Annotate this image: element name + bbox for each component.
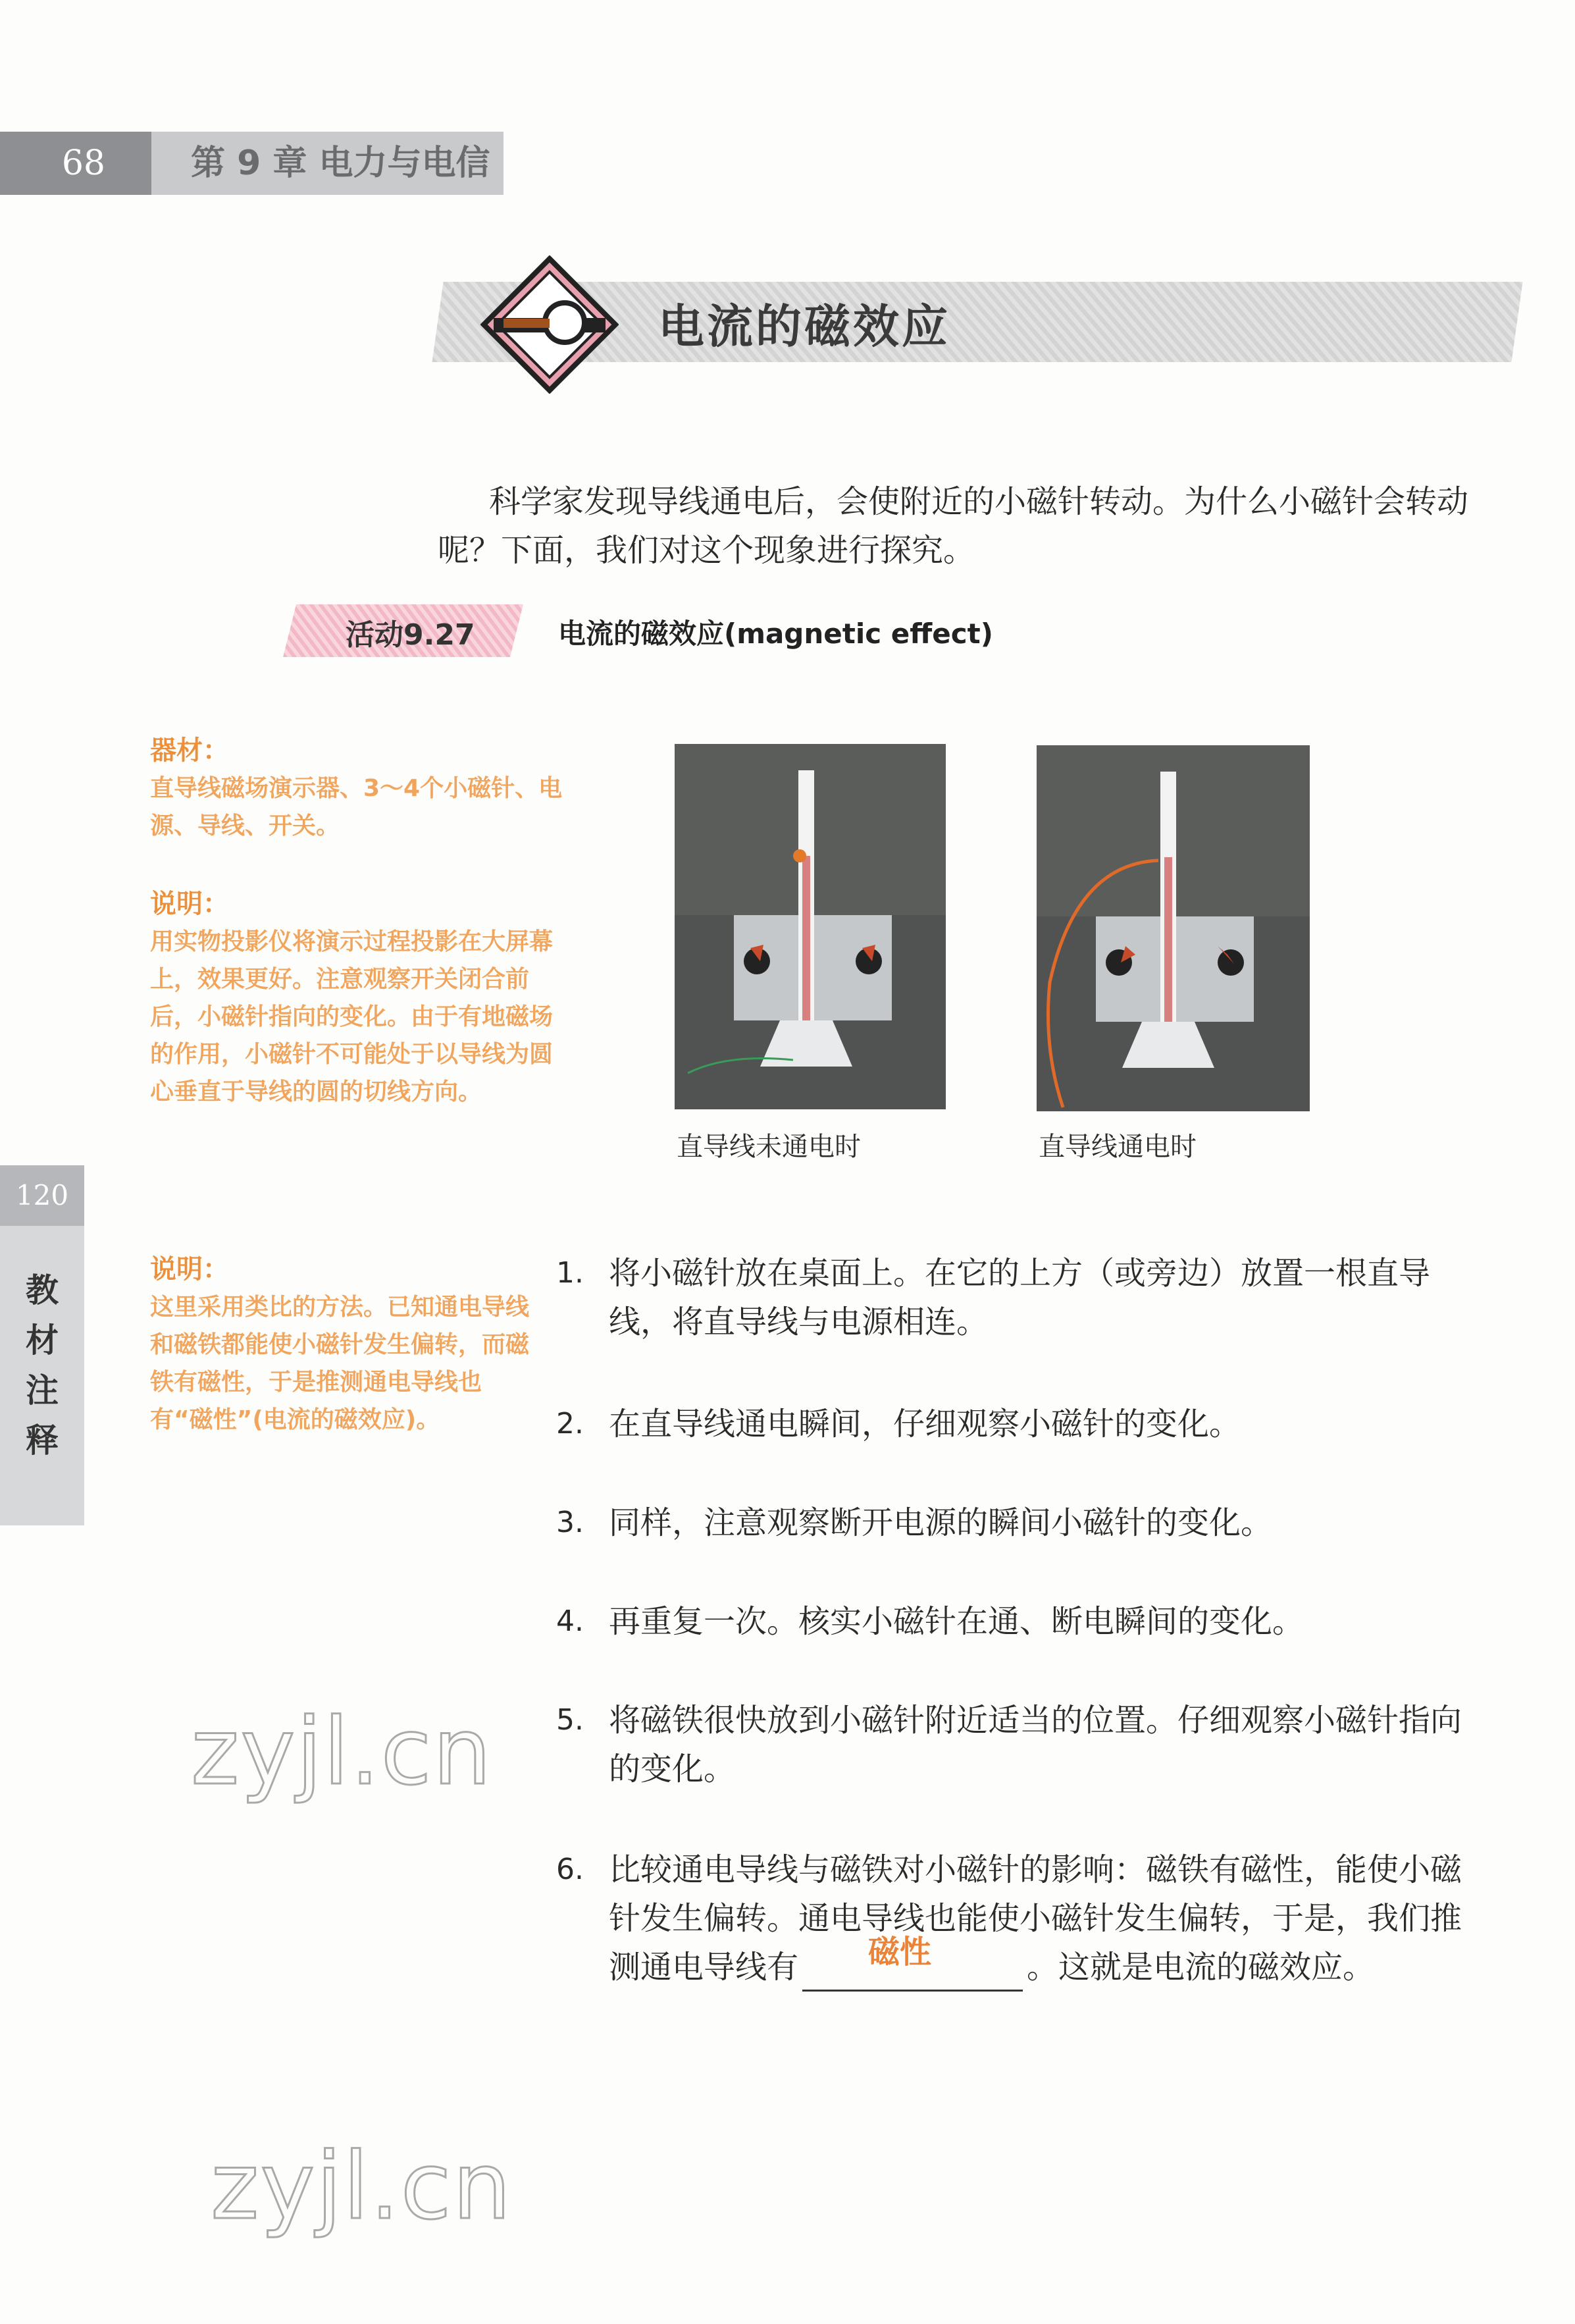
step-number: 3.: [556, 1506, 584, 1539]
step-item: [556, 1249, 1484, 1346]
magnifier-icon: [480, 255, 619, 394]
step-item: [556, 1597, 1484, 1646]
step-text: 将小磁针放在桌面上。在它的上方（或旁边）放置一根直导线，将直导线与电源相连。: [609, 1255, 1431, 1340]
materials-note: [150, 732, 565, 845]
step-number: 6.: [556, 1853, 584, 1886]
watermark: zyjl.cn: [211, 2133, 513, 2240]
explain-note-1: [150, 885, 558, 1111]
step-text: 同样，注意观察断开电源的瞬间小磁针的变化。: [609, 1504, 1273, 1541]
step-text-after: 。这就是电流的磁效应。: [1027, 1949, 1375, 1986]
step-item: [556, 1696, 1484, 1793]
photo-wire-off: [675, 744, 946, 1109]
step-text: 再重复一次。核实小磁针在通、断电瞬间的变化。: [609, 1603, 1304, 1640]
explain-note-2: [150, 1251, 538, 1439]
materials-note-title: 器材：: [150, 735, 229, 766]
answer-blank: [802, 1934, 1023, 1992]
intro-paragraph: 科学家发现导线通电后，会使附近的小磁针转动。为什么小磁针会转动呢？下面，我们对这个现象进行探究。: [438, 483, 1469, 569]
step-item: [556, 1845, 1484, 1992]
section-title: 电流的磁效应: [658, 300, 950, 354]
step-text: [609, 1845, 1484, 1992]
side-tab-label: [0, 1226, 84, 1525]
step-text: 在直导线通电瞬间，仔细观察小磁针的变化。: [609, 1406, 1241, 1442]
step-text-before: 比较通电导线与磁铁对小磁针的影响：磁铁有磁性，能使小磁针发生偏转。通电导线也能使小磁针发生偏转，于是，我们推测通电导线有: [609, 1851, 1462, 1986]
step-number: 4.: [556, 1604, 584, 1638]
step-text: 将磁铁很快放到小磁针附近适当的位置。仔细观察小磁针指向的变化。: [609, 1702, 1462, 1787]
side-tab-char: 释: [26, 1421, 59, 1460]
explain-note-1-title: 说明：: [150, 889, 229, 919]
materials-note-text: 直导线磁场演示器、3～4个小磁针、电源、导线、开关。: [150, 775, 563, 839]
explain-note-2-text: 这里采用类比的方法。已知通电导线和磁铁都能使小磁针发生偏转，而磁铁有磁性，于是推测通电导线也有“磁性”(电流的磁效应)。: [150, 1294, 530, 1433]
photo-wire-on: [1037, 745, 1310, 1111]
step-item: [556, 1400, 1484, 1448]
filled-answer: 磁性: [868, 1934, 932, 1970]
chapter-title: 第 9 章 电力与电信: [151, 132, 503, 195]
page-number: 68: [0, 132, 151, 195]
step-number: 2.: [556, 1407, 584, 1440]
step-number: 1.: [556, 1256, 584, 1290]
side-tab-char: 注: [26, 1371, 59, 1410]
explain-note-2-title: 说明：: [150, 1254, 229, 1284]
activity-title: 电流的磁效应(magnetic effect): [558, 618, 993, 650]
side-tab-char: 材: [26, 1321, 59, 1360]
activity-label: 活动9.27: [346, 618, 475, 652]
side-tab-number: 120: [0, 1165, 84, 1226]
photo-caption-right: 直导线通电时: [1039, 1132, 1197, 1162]
photo-caption-left: 直导线未通电时: [677, 1132, 861, 1162]
explain-note-1-text: 用实物投影仪将演示过程投影在大屏幕上，效果更好。注意观察开关闭合前后，小磁针指向的变化。由于有地磁场的作用，小磁针不可能处于以导线为圆心垂直于导线的圆的切线方向。: [150, 928, 554, 1105]
watermark: zyjl.cn: [191, 1699, 493, 1806]
step-number: 5.: [556, 1703, 584, 1737]
side-tab-char: 教: [26, 1271, 59, 1309]
step-item: [556, 1498, 1484, 1547]
